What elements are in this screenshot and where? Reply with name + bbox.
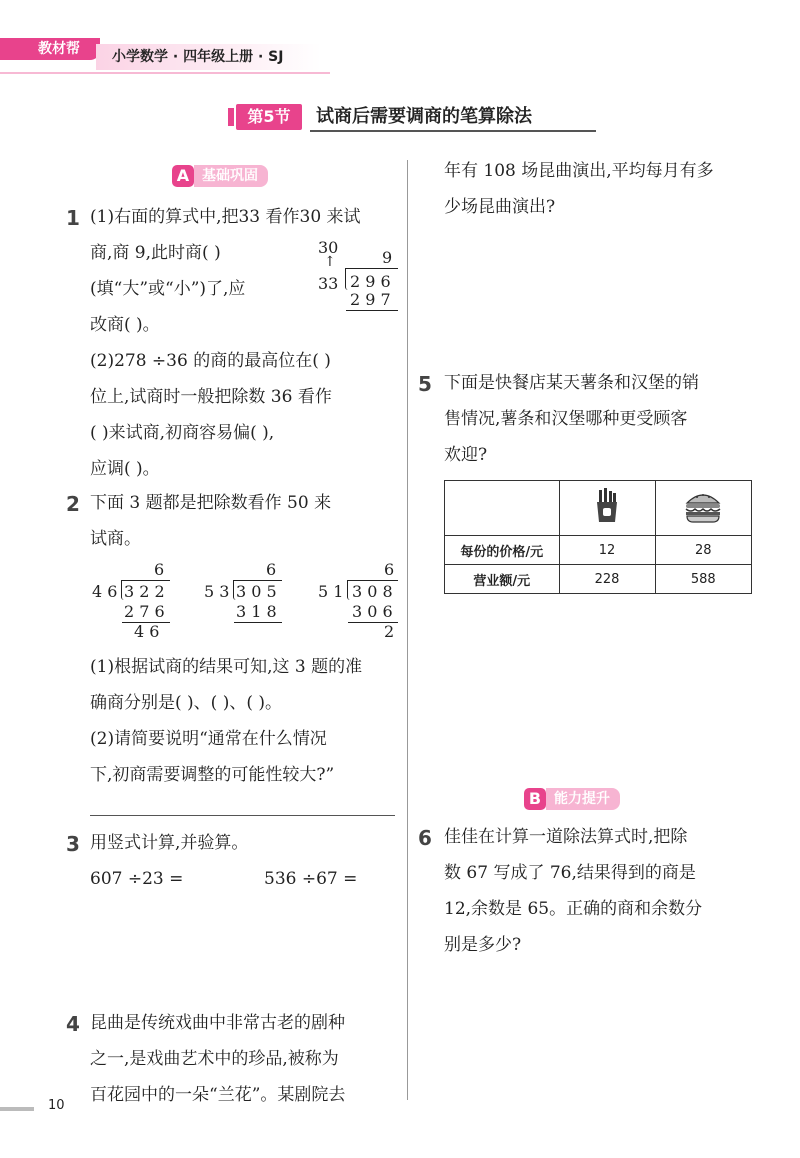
column-divider xyxy=(407,160,408,1100)
q2-division xyxy=(204,560,284,642)
french-fries-icon xyxy=(593,488,621,524)
q6-line: 数 67 写成了 76,结果得到的商是 xyxy=(444,863,696,883)
division-bar xyxy=(234,580,282,581)
remainder: 2 xyxy=(384,622,395,641)
q5-number: 5 xyxy=(418,372,432,396)
answer-line xyxy=(90,815,395,816)
q4-cont-line: 年有 108 场昆曲演出,平均每月有多 xyxy=(444,161,714,181)
q5-line: 下面是快餐店某天薯条和汉堡的销 xyxy=(444,373,699,393)
page-bar xyxy=(0,1107,34,1111)
q1-line: 改商( )。 xyxy=(90,315,160,335)
section-badge: 第5节 xyxy=(236,104,302,130)
q1-long-division xyxy=(316,238,400,314)
q1-number: 1 xyxy=(66,206,80,230)
table-corner-cell xyxy=(445,481,560,536)
product-line xyxy=(234,622,282,623)
q6-line: 佳佳在计算一道除法算式时,把除 xyxy=(444,827,688,847)
q2-line: 下面 3 题都是把除数看作 50 来 xyxy=(90,493,332,513)
q1-line: (填“大”或“小”)了,应 xyxy=(90,279,246,299)
part-b-badge xyxy=(524,788,620,810)
burger-header-cell xyxy=(655,481,751,536)
arrow-up-icon: ↑ xyxy=(324,254,336,270)
fries-header-cell xyxy=(559,481,655,536)
q6-line: 12,余数是 65。正确的商和余数分 xyxy=(444,899,703,919)
section-underline xyxy=(310,130,596,132)
product-line xyxy=(346,310,398,311)
q4-cont-line: 少场昆曲演出? xyxy=(444,197,556,217)
brand-tag: 教材帮 xyxy=(0,38,100,60)
remainder: 4 6 xyxy=(134,622,160,641)
product: 3 0 6 xyxy=(352,602,393,621)
dividend: 3 2 2 xyxy=(124,582,165,601)
divisor: 4 6 xyxy=(92,582,118,601)
divisor: 5 1 xyxy=(318,582,344,601)
q2-sub-line: (2)请简要说明“通常在什么情况 xyxy=(90,729,327,749)
q4-line: 百花园中的一朵“兰花”。某剧院去 xyxy=(90,1085,346,1105)
q3-expression: 607 ÷23 = xyxy=(90,869,184,889)
q6-line: 别是多少? xyxy=(444,935,522,955)
q4-line: 之一,是戏曲艺术中的珍品,被称为 xyxy=(90,1049,339,1069)
q1-line: 应调( )。 xyxy=(90,459,160,479)
q1-line: (2)278 ÷36 的商的最高位在( ) xyxy=(90,351,331,371)
table-cell: 588 xyxy=(655,565,751,594)
table-cell: 12 xyxy=(559,536,655,565)
divisor: 33 xyxy=(318,274,339,293)
q2-division xyxy=(318,560,398,642)
q1-line: ( )来试商,初商容易偏( ), xyxy=(90,423,275,443)
part-a-badge xyxy=(172,165,268,187)
quotient: 9 xyxy=(382,248,393,267)
division-bar xyxy=(346,268,398,269)
q1-line: (1)右面的算式中,把33 看作30 来试 xyxy=(90,207,361,227)
q4-number: 4 xyxy=(66,1012,80,1036)
quotient: 6 xyxy=(154,560,165,579)
quotient: 6 xyxy=(266,560,277,579)
division-bracket xyxy=(347,580,350,600)
estimate-divisor: 30 xyxy=(318,238,339,257)
q1-line: 位上,试商时一般把除数 36 看作 xyxy=(90,387,332,407)
q4-line: 昆曲是传统戏曲中非常古老的剧种 xyxy=(90,1013,345,1033)
table-row xyxy=(445,536,752,565)
table-cell: 228 xyxy=(559,565,655,594)
page-number: 10 xyxy=(48,1098,65,1113)
product: 2 7 6 xyxy=(124,602,165,621)
section-decoration xyxy=(228,108,234,126)
q2-sub-line: 确商分别是( )、( )、( )。 xyxy=(90,693,283,713)
q1-line: 商,商 9,此时商( ) xyxy=(90,243,221,263)
sales-table xyxy=(444,480,752,594)
dividend: 3 0 8 xyxy=(352,582,393,601)
part-a-label: 基础巩固 xyxy=(194,165,268,187)
row-label: 营业额/元 xyxy=(445,565,560,594)
hamburger-icon xyxy=(683,489,723,523)
division-bar xyxy=(122,580,170,581)
q2-division xyxy=(92,560,172,642)
q2-sub-line: 下,初商需要调整的可能性较大?” xyxy=(90,765,335,785)
part-b-label: 能力提升 xyxy=(546,788,620,810)
q3-number: 3 xyxy=(66,832,80,856)
dividend: 3 0 5 xyxy=(236,582,277,601)
q2-line: 试商。 xyxy=(90,529,141,549)
q6-number: 6 xyxy=(418,826,432,850)
q2-number: 2 xyxy=(66,492,80,516)
division-bar xyxy=(348,580,398,581)
quotient: 6 xyxy=(384,560,395,579)
table-row xyxy=(445,481,752,536)
row-label: 每份的价格/元 xyxy=(445,536,560,565)
q3-title: 用竖式计算,并验算。 xyxy=(90,833,249,853)
q5-line: 欢迎? xyxy=(444,445,488,465)
dividend: 2 9 6 xyxy=(350,272,391,291)
header-divider xyxy=(0,72,330,74)
q2-sub-line: (1)根据试商的结果可知,这 3 题的准 xyxy=(90,657,363,677)
part-a-letter: A xyxy=(172,165,194,187)
section-title: 试商后需要调商的笔算除法 xyxy=(316,106,532,127)
division-bracket xyxy=(345,268,348,290)
product: 2 9 7 xyxy=(350,290,391,309)
table-cell: 28 xyxy=(655,536,751,565)
q3-expression: 536 ÷67 = xyxy=(264,869,358,889)
q5-line: 售情况,薯条和汉堡哪种更受顾客 xyxy=(444,409,688,429)
divisor: 5 3 xyxy=(204,582,230,601)
book-subtitle: 小学数学 · 四年级上册 · SJ xyxy=(96,44,321,70)
part-b-letter: B xyxy=(524,788,546,810)
product: 3 1 8 xyxy=(236,602,277,621)
table-row xyxy=(445,565,752,594)
